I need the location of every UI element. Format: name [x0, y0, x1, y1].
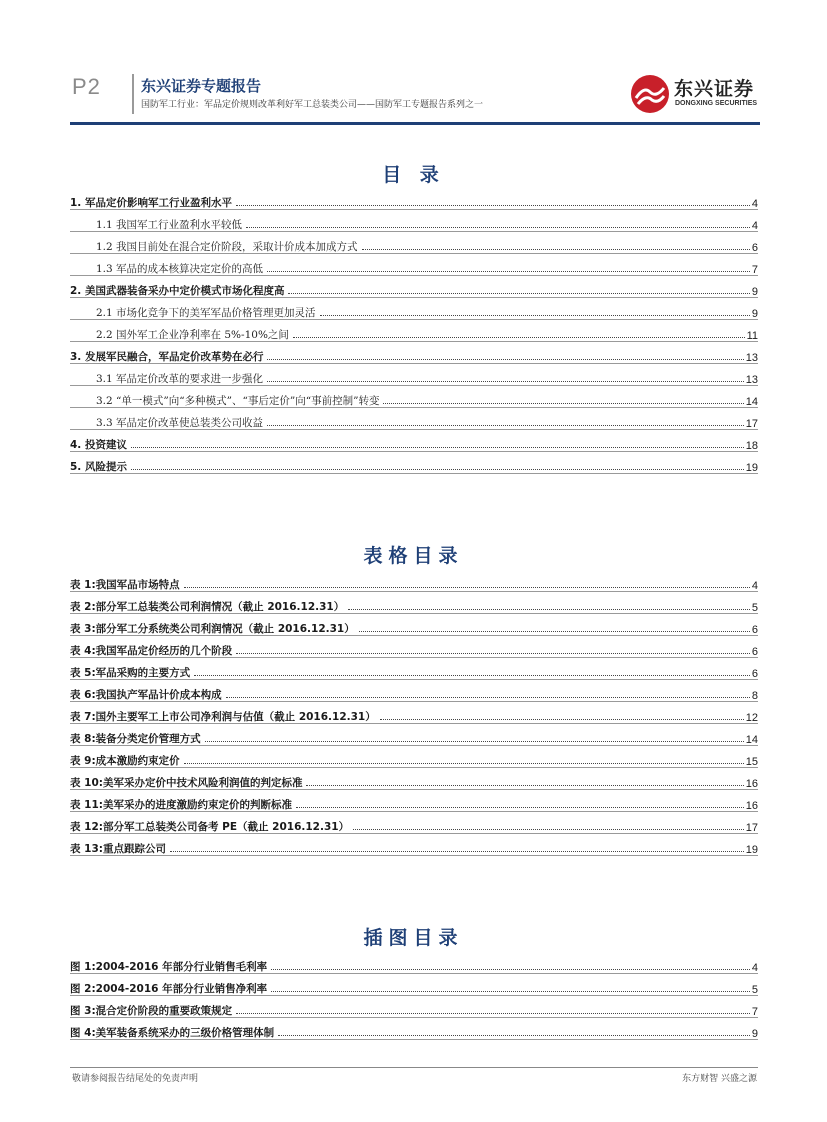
- report-subtitle: 国防军工行业：军品定价规则改革利好军工总装类公司——国防军工专题报告系列之一: [141, 100, 484, 110]
- dot-leader: [271, 990, 750, 992]
- dot-leader: [131, 468, 744, 470]
- table-entry[interactable]: [70, 746, 758, 768]
- toc-entry-label: 3.3 军品定价改革使总装类公司收益: [96, 417, 264, 429]
- tables-list: [70, 570, 758, 856]
- figure-entry-label: 图 4:美军装备系统采办的三级价格管理体制: [70, 1027, 275, 1039]
- table-entry-label: 表 4:我国军品定价经历的几个阶段: [70, 645, 233, 657]
- table-entry-page: 8: [751, 690, 758, 702]
- tables-toc-title: 表格目录: [363, 545, 464, 567]
- table-entry-label: 表 10:美军采办定价中技术风险利润值的判定标准: [70, 777, 303, 789]
- dot-leader: [236, 204, 750, 206]
- table-entry[interactable]: [70, 834, 758, 856]
- toc-entry-page: 9: [751, 308, 758, 320]
- row-divider: [70, 855, 758, 856]
- table-entry-page: 19: [745, 844, 758, 856]
- toc-title: 目 录: [382, 164, 445, 186]
- dot-leader: [194, 674, 750, 676]
- table-entry-page: 17: [745, 822, 758, 834]
- toc-entry-page: 19: [745, 462, 758, 474]
- table-entry[interactable]: [70, 614, 758, 636]
- toc-entry[interactable]: [70, 298, 758, 320]
- toc-entry-page: 11: [746, 330, 758, 342]
- toc-entry-label: 1.3 军品的成本核算决定定价的高低: [96, 263, 264, 275]
- table-entry[interactable]: [70, 702, 758, 724]
- table-entry-label: 表 2:部分军工总装类公司利润情况（截止 2016.12.31）: [70, 601, 345, 613]
- dot-leader: [184, 762, 744, 764]
- toc-entry-page: 7: [751, 264, 758, 276]
- toc-entry[interactable]: [70, 276, 758, 298]
- table-entry-label: 表 9:成本激励约束定价: [70, 755, 180, 767]
- table-entry[interactable]: [70, 636, 758, 658]
- figure-entry-label: 图 2:2004-2016 年部分行业销售净利率: [70, 983, 268, 995]
- table-entry[interactable]: [70, 768, 758, 790]
- figures-list: [70, 952, 758, 1040]
- toc-entry[interactable]: [70, 188, 758, 210]
- row-divider: [70, 1039, 758, 1040]
- company-logo: [630, 72, 760, 116]
- figure-entry[interactable]: [70, 996, 758, 1018]
- dot-leader: [293, 336, 745, 338]
- toc-entry-label: 2. 美国武器装备采办中定价模式市场化程度高: [70, 285, 285, 297]
- figure-entry-page: 5: [751, 984, 758, 996]
- toc-entry-page: 9: [751, 286, 758, 298]
- toc-entry[interactable]: [70, 210, 758, 232]
- figure-entry-page: 4: [751, 962, 758, 974]
- table-entry-page: 4: [751, 580, 758, 592]
- figure-entry-page: 9: [751, 1028, 758, 1040]
- dot-leader: [278, 1034, 750, 1036]
- footer-rule: [70, 1067, 758, 1068]
- toc-entry-label: 4. 投资建议: [70, 439, 127, 451]
- table-entry-page: 15: [745, 756, 758, 768]
- table-entry[interactable]: [70, 812, 758, 834]
- dot-leader: [205, 740, 744, 742]
- logo-text: 东兴证券: [674, 78, 755, 100]
- table-entry[interactable]: [70, 680, 758, 702]
- toc-entry-page: 6: [751, 242, 758, 254]
- table-entry[interactable]: [70, 658, 758, 680]
- dot-leader: [359, 630, 750, 632]
- toc-entry-page: 14: [745, 396, 758, 408]
- header-rule: [70, 122, 760, 125]
- dot-leader: [353, 828, 744, 830]
- toc-entry-label: 1.2 我国目前处在混合定价阶段，采取计价成本加成方式: [96, 241, 358, 253]
- dot-leader: [226, 696, 750, 698]
- table-entry-label: 表 7:国外主要军工上市公司净利润与估值（截止 2016.12.31）: [70, 711, 376, 723]
- table-entry-page: 12: [745, 712, 758, 724]
- figure-entry-label: 图 3:混合定价阶段的重要政策规定: [70, 1005, 233, 1017]
- toc-entry[interactable]: [70, 408, 758, 430]
- figures-toc-title: 插图目录: [363, 927, 464, 949]
- toc-entry-label: 3.1 军品定价改革的要求进一步强化: [96, 373, 264, 385]
- table-entry-page: 14: [745, 734, 758, 746]
- figure-entry-label: 图 1:2004-2016 年部分行业销售毛利率: [70, 961, 268, 973]
- table-entry-page: 6: [751, 668, 758, 680]
- table-entry[interactable]: [70, 724, 758, 746]
- toc-entry-page: 17: [745, 418, 758, 430]
- toc-entry-label: 1.1 我国军工行业盈利水平较低: [96, 219, 243, 231]
- header-divider: [132, 74, 134, 114]
- table-entry-label: 表 3:部分军工分系统类公司利润情况（截止 2016.12.31）: [70, 623, 355, 635]
- table-entry-label: 表 11:美军采办的进度激励约束定价的判断标准: [70, 799, 292, 811]
- figure-entry-page: 7: [751, 1006, 758, 1018]
- page-header: [0, 0, 827, 128]
- dot-leader: [348, 608, 750, 610]
- figure-entry[interactable]: [70, 1018, 758, 1040]
- table-entry-label: 表 6:我国执产军品计价成本构成: [70, 689, 222, 701]
- toc-entry-page: 4: [751, 198, 758, 210]
- table-entry-label: 表 13:重点跟踪公司: [70, 843, 166, 855]
- table-entry-label: 表 12:部分军工总装类公司备考 PE（截止 2016.12.31）: [70, 821, 350, 833]
- toc-entry[interactable]: [70, 342, 758, 364]
- row-divider: [70, 473, 758, 474]
- table-entry-page: 6: [751, 646, 758, 658]
- report-title: 东兴证券专题报告: [141, 77, 262, 95]
- dot-leader: [383, 402, 743, 404]
- figure-entry[interactable]: [70, 974, 758, 996]
- figure-entry[interactable]: [70, 952, 758, 974]
- toc-entry[interactable]: [70, 320, 758, 342]
- dot-leader: [306, 784, 743, 786]
- toc-entry[interactable]: [70, 364, 758, 386]
- toc-entry-page: 13: [745, 352, 758, 364]
- dot-leader: [288, 292, 749, 294]
- dot-leader: [184, 586, 750, 588]
- logo-subtext: DONGXING SECURITIES: [675, 100, 758, 107]
- table-entry[interactable]: [70, 592, 758, 614]
- toc-entry-label: 3. 发展军民融合，军品定价改革势在必行: [70, 351, 264, 363]
- dot-leader: [267, 358, 743, 360]
- dot-leader: [296, 806, 744, 808]
- dot-leader: [131, 446, 744, 448]
- toc-entry[interactable]: [70, 452, 758, 474]
- toc-entry[interactable]: [70, 430, 758, 452]
- toc-entry-label: 1. 军品定价影响军工行业盈利水平: [70, 197, 232, 209]
- table-entry[interactable]: [70, 790, 758, 812]
- table-entry-page: 5: [751, 602, 758, 614]
- table-entry-page: 6: [751, 624, 758, 636]
- toc-entry[interactable]: [70, 254, 758, 276]
- dot-leader: [320, 314, 750, 316]
- toc-entry[interactable]: [70, 386, 758, 408]
- dot-leader: [267, 380, 744, 382]
- dot-leader: [246, 226, 750, 228]
- table-entry-page: 16: [745, 800, 758, 812]
- dot-leader: [236, 652, 750, 654]
- toc-entry-label: 2.2 国外军工企业净利率在 5%-10%之间: [96, 329, 289, 341]
- table-entry[interactable]: [70, 570, 758, 592]
- table-entry-label: 表 8:装备分类定价管理方式: [70, 733, 201, 745]
- dot-leader: [236, 1012, 750, 1014]
- table-entry-page: 16: [745, 778, 758, 790]
- disclaimer-note: 敬请参阅报告结尾处的免责声明: [72, 1074, 199, 1084]
- toc-entry-page: 4: [751, 220, 758, 232]
- dot-leader: [380, 718, 744, 720]
- dot-leader: [362, 248, 750, 250]
- dot-leader: [267, 424, 744, 426]
- logo-emblem-icon: [630, 74, 670, 114]
- table-entry-label: 表 5:军品采购的主要方式: [70, 667, 191, 679]
- dot-leader: [267, 270, 750, 272]
- dot-leader: [271, 968, 750, 970]
- footer-slogan: 东方财智 兴盛之源: [682, 1074, 757, 1084]
- toc-entry-label: 2.1 市场化竞争下的美军军品价格管理更加灵活: [96, 307, 316, 319]
- page-number: P2: [72, 74, 101, 99]
- toc-entry-label: 5. 风险提示: [70, 461, 127, 473]
- toc-entry-label: 3.2 “单一模式”向“多种模式”、“事后定价”向“事前控制”转变: [96, 395, 380, 407]
- table-of-contents: [70, 188, 758, 474]
- toc-entry[interactable]: [70, 232, 758, 254]
- table-entry-label: 表 1:我国军品市场特点: [70, 579, 180, 591]
- toc-entry-page: 18: [745, 440, 758, 452]
- toc-entry-page: 13: [745, 374, 758, 386]
- dot-leader: [170, 850, 744, 852]
